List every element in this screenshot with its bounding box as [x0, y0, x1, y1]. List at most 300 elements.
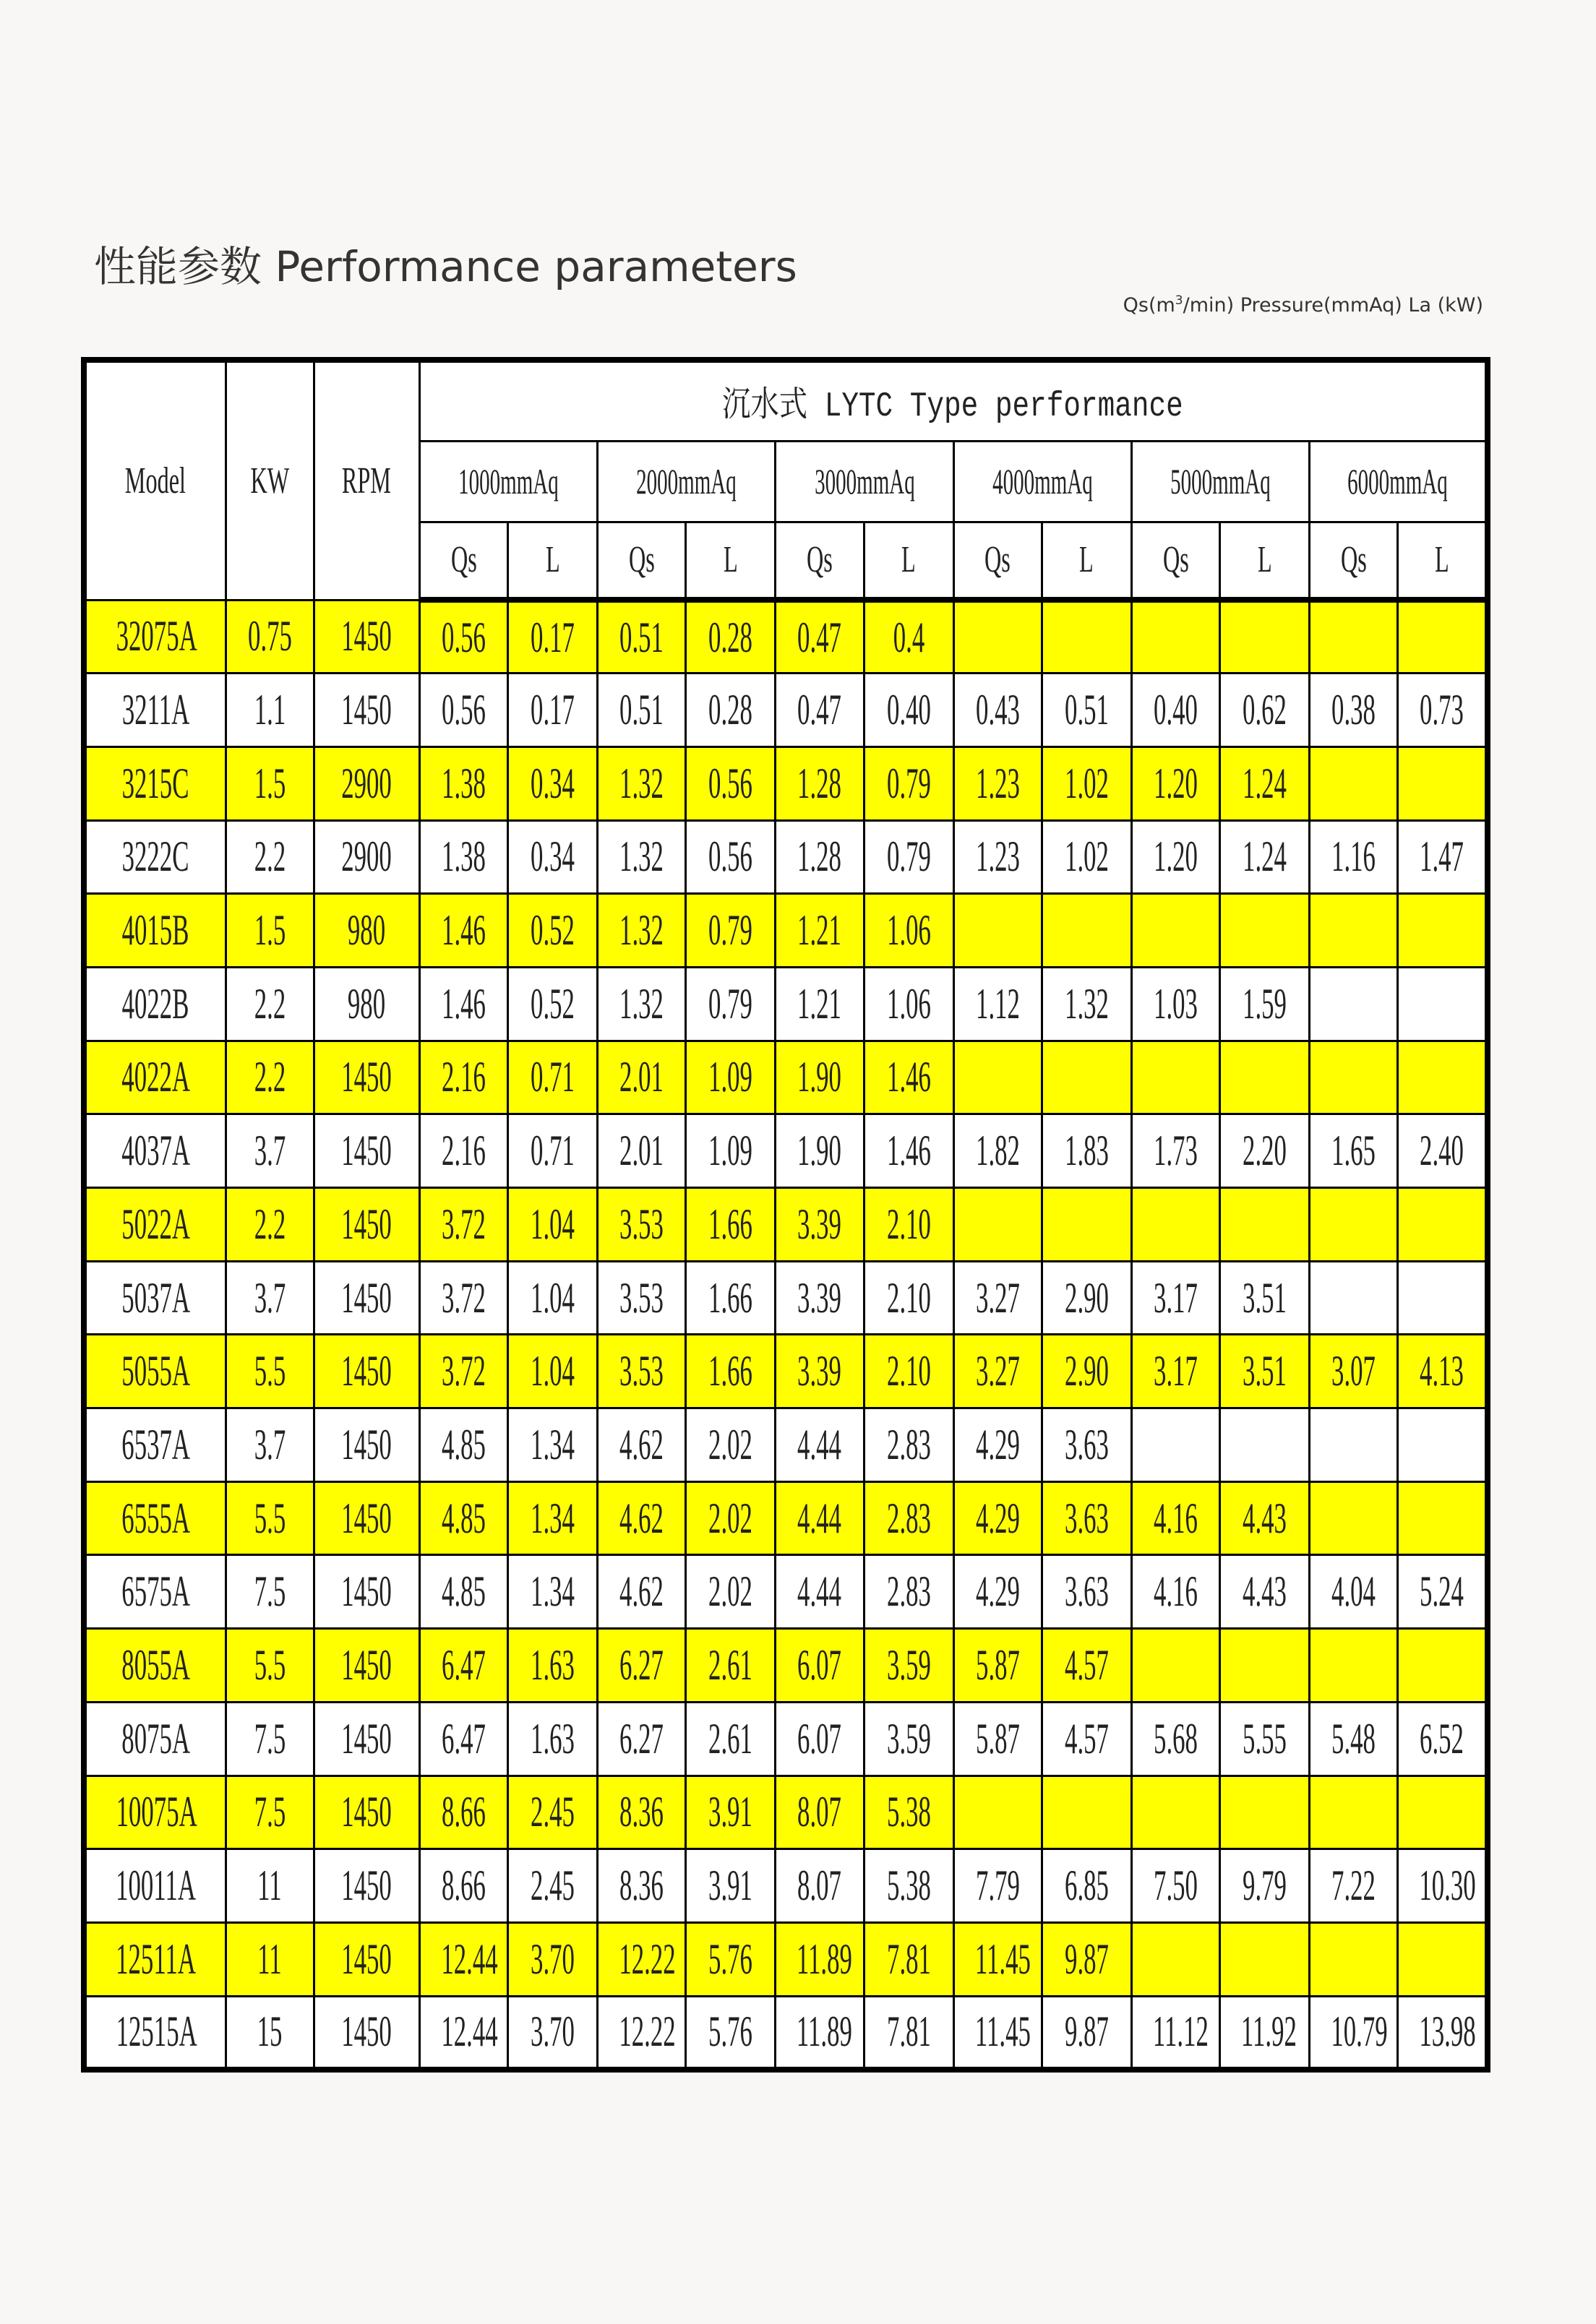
- value-cell: [1310, 1188, 1398, 1262]
- value-cell: 1.20: [1131, 820, 1219, 894]
- value-cell: 2.40: [1398, 1114, 1488, 1188]
- kw-cell: 1.5: [226, 746, 314, 820]
- value-cell: 0.51: [598, 600, 686, 673]
- value-cell: 3.17: [1131, 1261, 1219, 1335]
- table-row: [84, 820, 1488, 894]
- rpm-cell: 1450: [314, 1996, 419, 2070]
- value-cell: 1.16: [1310, 820, 1398, 894]
- value-cell: 5.55: [1219, 1702, 1309, 1776]
- model-cell: 3211A: [84, 673, 226, 747]
- kw-cell: 1.5: [226, 894, 314, 968]
- value-cell: 7.50: [1131, 1849, 1219, 1923]
- model-cell: 4022A: [84, 1041, 226, 1114]
- kw-cell: 2.2: [226, 820, 314, 894]
- value-cell: 1.46: [419, 967, 507, 1041]
- value-cell: 8.07: [776, 1849, 864, 1923]
- value-cell: 3.63: [1042, 1481, 1131, 1555]
- value-cell: 4.85: [419, 1408, 507, 1482]
- value-cell: 0.47: [776, 600, 864, 673]
- value-cell: 6.47: [419, 1629, 507, 1703]
- value-cell: 1.38: [419, 746, 507, 820]
- model-cell: 8055A: [84, 1629, 226, 1703]
- value-cell: [1131, 1041, 1219, 1114]
- value-cell: 8.07: [776, 1776, 864, 1849]
- value-cell: 1.04: [508, 1188, 598, 1262]
- value-cell: [1310, 1629, 1398, 1703]
- value-cell: 5.87: [953, 1629, 1042, 1703]
- value-cell: 1.73: [1131, 1114, 1219, 1188]
- value-cell: 6.27: [598, 1629, 686, 1703]
- value-cell: 1.04: [508, 1335, 598, 1408]
- value-cell: 2.83: [864, 1408, 953, 1482]
- table-row: [84, 746, 1488, 820]
- model-cell: 6555A: [84, 1481, 226, 1555]
- value-cell: [1398, 1481, 1488, 1555]
- value-cell: [1131, 1408, 1219, 1482]
- value-cell: [1310, 1481, 1398, 1555]
- l-subheader: L: [1042, 522, 1131, 600]
- l-subheader: L: [1398, 522, 1488, 600]
- value-cell: 0.40: [864, 673, 953, 747]
- rpm-cell: 1450: [314, 1555, 419, 1629]
- value-cell: 2.90: [1042, 1335, 1131, 1408]
- value-cell: [1398, 1408, 1488, 1482]
- value-cell: 4.44: [776, 1481, 864, 1555]
- value-cell: 11.89: [776, 1996, 864, 2070]
- value-cell: 0.28: [686, 673, 776, 747]
- table-row: [84, 1408, 1488, 1482]
- value-cell: 5.38: [864, 1849, 953, 1923]
- value-cell: 2.10: [864, 1261, 953, 1335]
- value-cell: [1131, 1188, 1219, 1262]
- value-cell: 3.72: [419, 1188, 507, 1262]
- value-cell: 3.72: [419, 1335, 507, 1408]
- model-cell: 10075A: [84, 1776, 226, 1849]
- value-cell: 1.28: [776, 746, 864, 820]
- model-cell: 4037A: [84, 1114, 226, 1188]
- pressure-header: 5000mmAq: [1131, 441, 1309, 522]
- value-cell: 0.47: [776, 673, 864, 747]
- value-cell: 0.17: [508, 600, 598, 673]
- model-cell: 5022A: [84, 1188, 226, 1262]
- rpm-cell: 1450: [314, 1849, 419, 1923]
- value-cell: 0.79: [686, 894, 776, 968]
- value-cell: 4.62: [598, 1408, 686, 1482]
- l-subheader: L: [508, 522, 598, 600]
- kw-cell: 11: [226, 1849, 314, 1923]
- value-cell: 1.34: [508, 1481, 598, 1555]
- value-cell: 7.81: [864, 1996, 953, 2070]
- kw-cell: 3.7: [226, 1114, 314, 1188]
- value-cell: [1219, 600, 1309, 673]
- value-cell: [1398, 1188, 1488, 1262]
- value-cell: [1310, 894, 1398, 968]
- value-cell: 4.62: [598, 1481, 686, 1555]
- value-cell: 1.23: [953, 820, 1042, 894]
- l-subheader: L: [1219, 522, 1309, 600]
- value-cell: [1219, 1776, 1309, 1849]
- rpm-cell: 1450: [314, 1481, 419, 1555]
- value-cell: 1.82: [953, 1114, 1042, 1188]
- value-cell: 12.22: [598, 1922, 686, 1996]
- qs-subheader: Qs: [419, 522, 507, 600]
- rpm-cell: 1450: [314, 1261, 419, 1335]
- kw-cell: 5.5: [226, 1629, 314, 1703]
- value-cell: 3.39: [776, 1188, 864, 1262]
- value-cell: 3.53: [598, 1335, 686, 1408]
- rpm-cell: 1450: [314, 1114, 419, 1188]
- table-row: [84, 1849, 1488, 1923]
- units-superscript: 3: [1175, 293, 1183, 308]
- value-cell: 3.53: [598, 1188, 686, 1262]
- rpm-cell: 1450: [314, 1776, 419, 1849]
- model-cell: 4022B: [84, 967, 226, 1041]
- value-cell: 11.89: [776, 1922, 864, 1996]
- value-cell: 12.44: [419, 1996, 507, 2070]
- value-cell: [1219, 1922, 1309, 1996]
- value-cell: 4.85: [419, 1481, 507, 1555]
- value-cell: 1.20: [1131, 746, 1219, 820]
- value-cell: 4.16: [1131, 1481, 1219, 1555]
- value-cell: 0.17: [508, 673, 598, 747]
- value-cell: 5.76: [686, 1922, 776, 1996]
- value-cell: 2.61: [686, 1702, 776, 1776]
- value-cell: [953, 1041, 1042, 1114]
- qs-subheader: Qs: [953, 522, 1042, 600]
- kw-cell: 11: [226, 1922, 314, 1996]
- value-cell: 1.12: [953, 967, 1042, 1041]
- value-cell: 0.52: [508, 894, 598, 968]
- value-cell: 1.90: [776, 1041, 864, 1114]
- kw-cell: 7.5: [226, 1555, 314, 1629]
- value-cell: 9.87: [1042, 1922, 1131, 1996]
- value-cell: 2.83: [864, 1555, 953, 1629]
- table-row: [84, 1114, 1488, 1188]
- value-cell: 0.34: [508, 820, 598, 894]
- value-cell: [1219, 894, 1309, 968]
- value-cell: 1.90: [776, 1114, 864, 1188]
- model-cell: 6575A: [84, 1555, 226, 1629]
- value-cell: 4.44: [776, 1555, 864, 1629]
- kw-cell: 2.2: [226, 1041, 314, 1114]
- value-cell: 0.71: [508, 1114, 598, 1188]
- kw-cell: 5.5: [226, 1335, 314, 1408]
- value-cell: [1219, 1041, 1309, 1114]
- rpm-cell: 1450: [314, 1922, 419, 1996]
- value-cell: 1.63: [508, 1702, 598, 1776]
- value-cell: 5.48: [1310, 1702, 1398, 1776]
- value-cell: 6.07: [776, 1702, 864, 1776]
- value-cell: [1398, 600, 1488, 673]
- value-cell: [1398, 1629, 1488, 1703]
- value-cell: 1.23: [953, 746, 1042, 820]
- l-subheader: L: [686, 522, 776, 600]
- value-cell: 4.43: [1219, 1481, 1309, 1555]
- value-cell: 5.76: [686, 1996, 776, 2070]
- value-cell: 1.46: [864, 1114, 953, 1188]
- value-cell: 2.45: [508, 1776, 598, 1849]
- value-cell: 0.52: [508, 967, 598, 1041]
- value-cell: [1219, 1629, 1309, 1703]
- value-cell: 1.59: [1219, 967, 1309, 1041]
- table-row: [84, 1481, 1488, 1555]
- table-row: [84, 1188, 1488, 1262]
- value-cell: 9.79: [1219, 1849, 1309, 1923]
- kw-cell: 15: [226, 1996, 314, 2070]
- value-cell: 13.98: [1398, 1996, 1488, 2070]
- table-row: [84, 673, 1488, 747]
- table-row: [84, 1335, 1488, 1408]
- value-cell: 1.32: [598, 967, 686, 1041]
- value-cell: 0.56: [419, 673, 507, 747]
- value-cell: [1042, 600, 1131, 673]
- value-cell: 4.13: [1398, 1335, 1488, 1408]
- table-row: [84, 1261, 1488, 1335]
- value-cell: 2.02: [686, 1481, 776, 1555]
- rpm-cell: 2900: [314, 820, 419, 894]
- rpm-cell: 980: [314, 967, 419, 1041]
- value-cell: 10.30: [1398, 1849, 1488, 1923]
- value-cell: 3.27: [953, 1335, 1042, 1408]
- value-cell: 0.56: [686, 746, 776, 820]
- value-cell: [1219, 1188, 1309, 1262]
- value-cell: 2.83: [864, 1481, 953, 1555]
- value-cell: [1131, 600, 1219, 673]
- model-cell: 3215C: [84, 746, 226, 820]
- rpm-cell: 1450: [314, 600, 419, 673]
- value-cell: 1.21: [776, 894, 864, 968]
- value-cell: 3.53: [598, 1261, 686, 1335]
- value-cell: 3.17: [1131, 1335, 1219, 1408]
- value-cell: 7.22: [1310, 1849, 1398, 1923]
- value-cell: 1.09: [686, 1041, 776, 1114]
- type-performance-header: 沉水式 LYTC Type performance: [419, 360, 1488, 441]
- value-cell: [1042, 1776, 1131, 1849]
- value-cell: 3.59: [864, 1702, 953, 1776]
- value-cell: 4.85: [419, 1555, 507, 1629]
- value-cell: 1.46: [864, 1041, 953, 1114]
- value-cell: 8.36: [598, 1776, 686, 1849]
- value-cell: [1310, 1408, 1398, 1482]
- value-cell: 4.57: [1042, 1629, 1131, 1703]
- value-cell: [1310, 1041, 1398, 1114]
- qs-subheader: Qs: [598, 522, 686, 600]
- model-cell: 8075A: [84, 1702, 226, 1776]
- value-cell: 1.09: [686, 1114, 776, 1188]
- l-subheader: L: [864, 522, 953, 600]
- value-cell: 6.52: [1398, 1702, 1488, 1776]
- value-cell: 0.62: [1219, 673, 1309, 747]
- value-cell: 1.06: [864, 967, 953, 1041]
- value-cell: 2.01: [598, 1041, 686, 1114]
- model-column-header: Model: [84, 360, 226, 600]
- value-cell: 3.63: [1042, 1408, 1131, 1482]
- value-cell: 2.45: [508, 1849, 598, 1923]
- value-cell: [1310, 1776, 1398, 1849]
- value-cell: 0.56: [686, 820, 776, 894]
- table-row: [84, 1702, 1488, 1776]
- value-cell: 6.85: [1042, 1849, 1131, 1923]
- value-cell: 6.07: [776, 1629, 864, 1703]
- value-cell: 1.02: [1042, 746, 1131, 820]
- value-cell: 1.03: [1131, 967, 1219, 1041]
- value-cell: 0.71: [508, 1041, 598, 1114]
- value-cell: 10.79: [1310, 1996, 1398, 2070]
- kw-cell: 3.7: [226, 1408, 314, 1482]
- table-row: [84, 1555, 1488, 1629]
- value-cell: 1.28: [776, 820, 864, 894]
- value-cell: [1310, 600, 1398, 673]
- table-row: [84, 967, 1488, 1041]
- qs-subheader: Qs: [1131, 522, 1219, 600]
- table-row: [84, 1922, 1488, 1996]
- qs-subheader: Qs: [1310, 522, 1398, 600]
- value-cell: 4.62: [598, 1555, 686, 1629]
- value-cell: 1.66: [686, 1335, 776, 1408]
- value-cell: 7.81: [864, 1922, 953, 1996]
- pressure-header: 4000mmAq: [953, 441, 1131, 522]
- value-cell: 8.36: [598, 1849, 686, 1923]
- pressure-header: 6000mmAq: [1310, 441, 1488, 522]
- value-cell: 3.72: [419, 1261, 507, 1335]
- table-row: [84, 1629, 1488, 1703]
- value-cell: 4.43: [1219, 1555, 1309, 1629]
- rpm-cell: 1450: [314, 1041, 419, 1114]
- value-cell: 1.63: [508, 1629, 598, 1703]
- rpm-cell: 1450: [314, 1188, 419, 1262]
- value-cell: 1.83: [1042, 1114, 1131, 1188]
- value-cell: 4.29: [953, 1555, 1042, 1629]
- value-cell: 2.02: [686, 1555, 776, 1629]
- value-cell: 1.46: [419, 894, 507, 968]
- value-cell: 2.20: [1219, 1114, 1309, 1188]
- value-cell: [1310, 746, 1398, 820]
- value-cell: 1.32: [1042, 967, 1131, 1041]
- value-cell: 11.12: [1131, 1996, 1219, 2070]
- rpm-cell: 1450: [314, 1335, 419, 1408]
- value-cell: 5.24: [1398, 1555, 1488, 1629]
- value-cell: [1398, 1261, 1488, 1335]
- kw-cell: 1.1: [226, 673, 314, 747]
- pressure-header: 3000mmAq: [776, 441, 953, 522]
- value-cell: 4.04: [1310, 1555, 1398, 1629]
- rpm-cell: 980: [314, 894, 419, 968]
- value-cell: 3.91: [686, 1776, 776, 1849]
- value-cell: 4.16: [1131, 1555, 1219, 1629]
- value-cell: 11.92: [1219, 1996, 1309, 2070]
- model-cell: 12511A: [84, 1922, 226, 1996]
- value-cell: [953, 894, 1042, 968]
- value-cell: 1.66: [686, 1261, 776, 1335]
- value-cell: 0.51: [598, 673, 686, 747]
- value-cell: 1.32: [598, 746, 686, 820]
- value-cell: 3.70: [508, 1996, 598, 2070]
- value-cell: 0.73: [1398, 673, 1488, 747]
- value-cell: [1398, 967, 1488, 1041]
- value-cell: 4.29: [953, 1408, 1042, 1482]
- rpm-cell: 1450: [314, 673, 419, 747]
- value-cell: 0.38: [1310, 673, 1398, 747]
- value-cell: 2.10: [864, 1188, 953, 1262]
- value-cell: 3.51: [1219, 1335, 1309, 1408]
- value-cell: [953, 1188, 1042, 1262]
- value-cell: [1131, 894, 1219, 968]
- rpm-cell: 1450: [314, 1629, 419, 1703]
- kw-column-header: KW: [226, 360, 314, 600]
- value-cell: 12.44: [419, 1922, 507, 1996]
- value-cell: [1398, 1776, 1488, 1849]
- value-cell: 7.79: [953, 1849, 1042, 1923]
- value-cell: 8.66: [419, 1849, 507, 1923]
- value-cell: 3.27: [953, 1261, 1042, 1335]
- table-row: [84, 1041, 1488, 1114]
- table-header: [84, 360, 1488, 600]
- value-cell: [1219, 1408, 1309, 1482]
- value-cell: 0.28: [686, 600, 776, 673]
- value-cell: 1.38: [419, 820, 507, 894]
- value-cell: 4.57: [1042, 1702, 1131, 1776]
- value-cell: 2.01: [598, 1114, 686, 1188]
- model-cell: 4015B: [84, 894, 226, 968]
- value-cell: [1042, 894, 1131, 968]
- value-cell: 1.34: [508, 1408, 598, 1482]
- value-cell: 1.06: [864, 894, 953, 968]
- value-cell: 6.47: [419, 1702, 507, 1776]
- value-cell: [1131, 1776, 1219, 1849]
- kw-cell: 2.2: [226, 967, 314, 1041]
- value-cell: [1131, 1629, 1219, 1703]
- value-cell: [1310, 1922, 1398, 1996]
- value-cell: [1310, 967, 1398, 1041]
- value-cell: 0.34: [508, 746, 598, 820]
- value-cell: [1131, 1922, 1219, 1996]
- value-cell: [1398, 1922, 1488, 1996]
- kw-cell: 3.7: [226, 1261, 314, 1335]
- value-cell: 0.79: [864, 820, 953, 894]
- value-cell: 5.68: [1131, 1702, 1219, 1776]
- value-cell: 3.39: [776, 1261, 864, 1335]
- value-cell: 3.91: [686, 1849, 776, 1923]
- value-cell: 0.79: [864, 746, 953, 820]
- pressure-header: 1000mmAq: [419, 441, 597, 522]
- value-cell: 0.40: [1131, 673, 1219, 747]
- value-cell: [1310, 1261, 1398, 1335]
- value-cell: 1.32: [598, 894, 686, 968]
- value-cell: 2.61: [686, 1629, 776, 1703]
- units-suffix: /min) Pressure(mmAq) La (kW): [1183, 294, 1483, 317]
- table-row: [84, 1996, 1488, 2070]
- value-cell: 1.21: [776, 967, 864, 1041]
- model-cell: 5037A: [84, 1261, 226, 1335]
- value-cell: [1398, 1041, 1488, 1114]
- value-cell: 11.45: [953, 1922, 1042, 1996]
- value-cell: 0.43: [953, 673, 1042, 747]
- table-row: [84, 1776, 1488, 1849]
- value-cell: 2.90: [1042, 1261, 1131, 1335]
- units-prefix: Qs(m: [1123, 294, 1175, 317]
- kw-cell: 5.5: [226, 1481, 314, 1555]
- table-row: [84, 894, 1488, 968]
- value-cell: [1398, 894, 1488, 968]
- model-cell: 3222C: [84, 820, 226, 894]
- value-cell: 12.22: [598, 1996, 686, 2070]
- value-cell: 0.79: [686, 967, 776, 1041]
- qs-subheader: Qs: [776, 522, 864, 600]
- rpm-cell: 1450: [314, 1702, 419, 1776]
- value-cell: 0.56: [419, 600, 507, 673]
- kw-cell: 0.75: [226, 600, 314, 673]
- value-cell: 2.16: [419, 1041, 507, 1114]
